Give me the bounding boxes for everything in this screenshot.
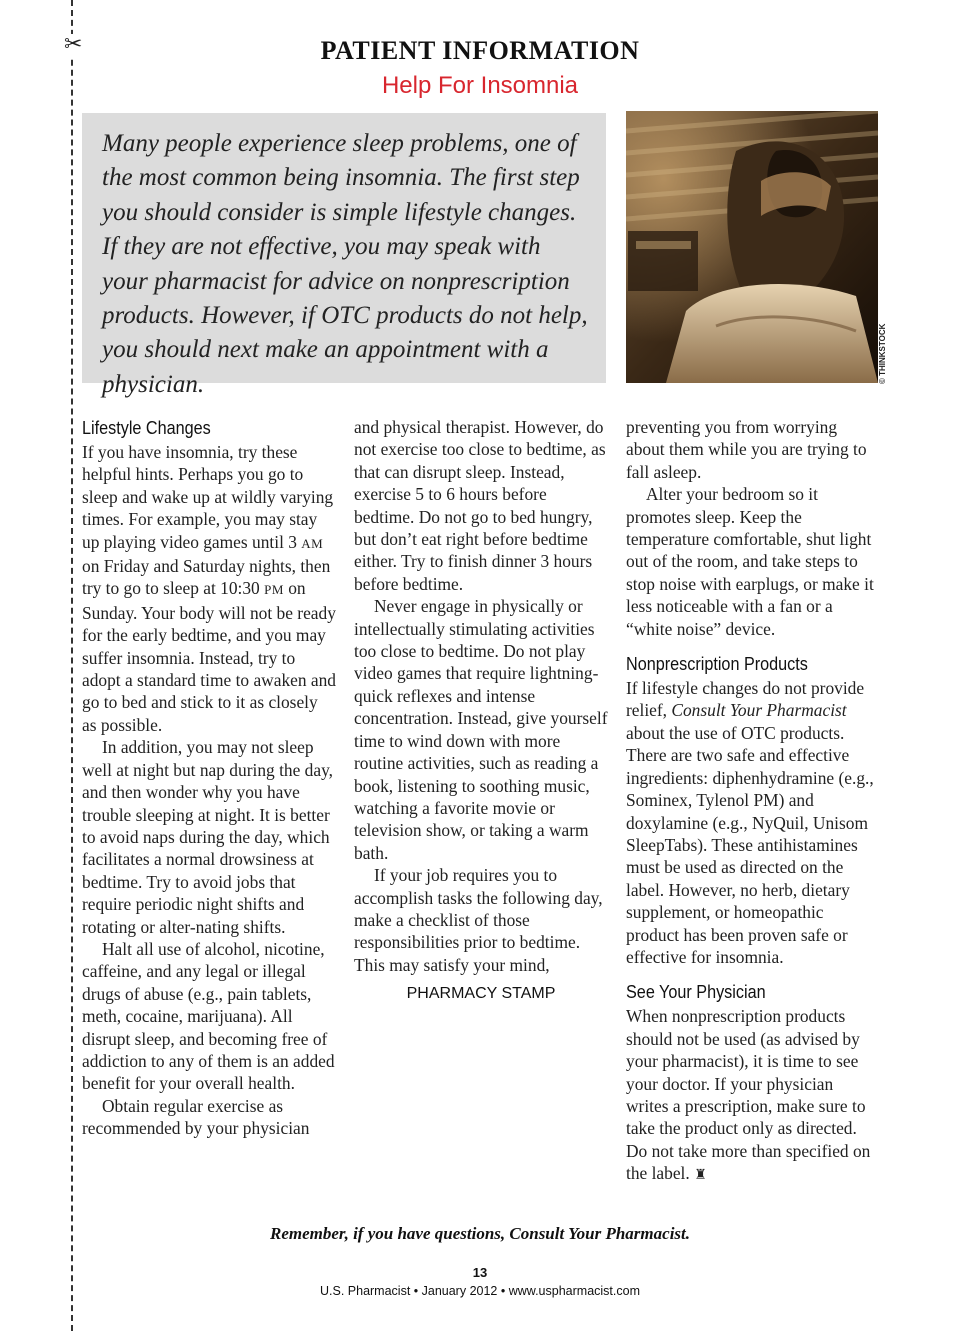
lifestyle-paragraph-5: and physical therapist. However, do not exercise too close to bedtime, as that can disrupt sleep. Instead, exercise 5 to 6 hours before bedtime. Do not go to bed hungry, but don’t eat right before bedtime either. Try to finish dinner 3 hours before bedtime.: [354, 417, 606, 594]
lifestyle-paragraph-8: preventing you from worrying about them while you are trying to fall asleep.: [626, 417, 867, 482]
column-1: [82, 416, 336, 1140]
lifestyle-paragraph-2: In addition, you may not sleep well at night but nap during the day, and then wonder why you have trouble sleeping at night. It is better to avoid naps during the day, which facilitates a normal drowsiness at bedtime. Try to avoid jobs that require periodic night shifts and rotating or alter-nating shifts.: [82, 737, 333, 937]
cut-line: [71, 0, 73, 1331]
column-2: [354, 416, 608, 1006]
column-3: [626, 416, 880, 1187]
lifestyle-paragraph-3: Halt all use of alcohol, nicotine, caffeine, and any legal or illegal drugs of abuse (e.g., pain tablets, meth, cocaine, marijuana). All disrupt sleep, and becoming free of addiction to any of them is an added benefit for your overall health.: [82, 938, 335, 1094]
lifestyle-paragraph-6: Never engage in physically or intellectually stimulating activities too close to bedtime. Do not play video games that require lightning-quick reflexes and intense concentration. Instead, give yourself time to wind down with more routine activities, such as reading a book, listening to soothing music, watching a favorite movie or television show, or taking a warm bath.: [354, 596, 608, 863]
page-title: PATIENT INFORMATION: [320, 36, 640, 65]
photo-insomnia: [626, 111, 878, 383]
lifestyle-paragraph-1: If you have insomnia, try these helpful hints. Perhaps you go to sleep and wake up at wildly varying times. For example, you may stay up playing video games until 3 AM on Friday and Saturday nights, then try to go to sleep at 10:30 PM on Sunday. Your body will not be ready for the early bedtime, and you may suffer insomnia. Instead, try to adopt a standard time to awaken and go to bed and stick to it as closely as possible.: [82, 442, 337, 735]
nonprescription-paragraph: If lifestyle changes do not provide relief, Consult Your Pharmacist about the use of OTC products. There are two safe and effective ingredients: diphenhydramine (e.g., Sominex, Tylenol PM) and doxylamine (e.g., NyQuil, Unisom SleepTabs). These antihistamines must be used as directed on the label. However, no herb, dietary supplement, or homeopathic product has been proven safe or effective for insomnia.: [626, 678, 874, 967]
physician-paragraph: When nonprescription products should not be used (as advised by your pharmacist), it is time to see your doctor. If your physician writes a prescription, make sure to take the product only as directed. Do not take more than specified on the label. ♜: [626, 1006, 871, 1184]
publication-footer: U.S. Pharmacist • January 2012 • www.uspharmacist.com: [320, 1284, 640, 1298]
photo-image: [626, 111, 878, 383]
lifestyle-paragraph-4: Obtain regular exercise as recommended by your physician: [82, 1095, 310, 1139]
intro-text: Many people experience sleep problems, one of the most common being insomnia. The first step you should consider is simple lifestyle changes. If they are not effective, you may speak with your pharmacist for advice on nonprescription products. However, if OTC products do not help, you should next make an appointment with a physician.: [102, 130, 588, 398]
page-number: 13: [472, 1265, 488, 1280]
heading-see-your-physician: See Your Physician: [626, 982, 766, 1003]
intro-box: [82, 113, 606, 398]
pharmacy-stamp-label: PHARMACY STAMP: [406, 985, 556, 1003]
heading-lifestyle-changes: Lifestyle Changes: [82, 418, 211, 438]
scissors-icon: ✂: [64, 32, 83, 57]
remember-note: Remember, if you have questions, Consult Your Pharmacist.: [269, 1224, 691, 1243]
end-mark-icon: ♜: [694, 1167, 707, 1184]
page-subtitle: Help For Insomnia: [381, 72, 579, 99]
lifestyle-paragraph-9: Alter your bedroom so it promotes sleep. Keep the temperature comfortable, shut light out of the room, and take steps to stop noise with earplugs, or make it less noticeable with a fan or a “white noise” device.: [626, 484, 874, 639]
lifestyle-paragraph-7: If your job requires you to accomplish tasks the following day, make a checklist of those responsibilities prior to bedtime. This may satisfy your mind,: [354, 865, 603, 975]
photo-credit: © THINKSTOCK: [878, 323, 887, 384]
heading-nonprescription-products: Nonprescription Products: [626, 654, 808, 675]
